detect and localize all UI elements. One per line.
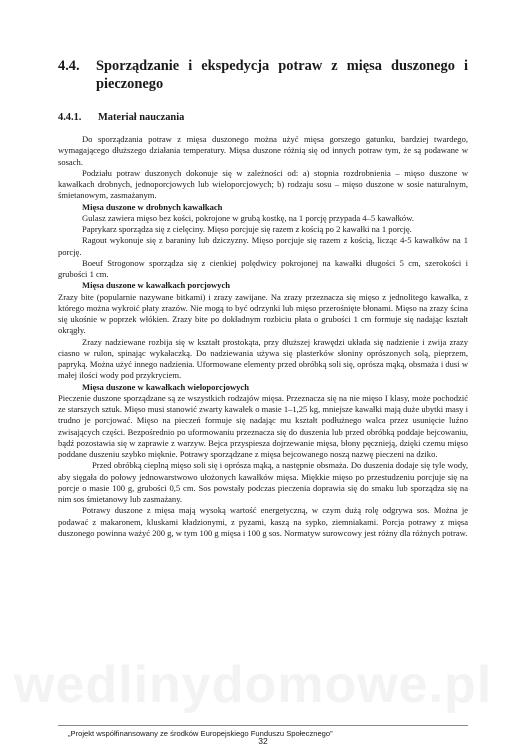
paragraph: Przed obróbką cieplną mięso soli się i oprósza mąką, a następnie obsmaża. Do duszenia dodaje się tyle wody, aby sięgała do połowy jednowarstwowo ułożonych kawałków mięsa. Miękkie mięso po przestudzeniu porcjuje się na porcje o masie 100 g, grubości 0,5 cm. Sos powstały podczas pieczenia doprawia się do smaku lub sporządza się na nim sos śmietanowy lub zasmażany. (58, 460, 468, 504)
paragraph: Paprykarz sporządza się z cielęciny. Mięso porcjuje się razem z kością po 2 kawałki na 1 porcję. (82, 224, 412, 234)
subsection-title: Materiał nauczania (98, 112, 185, 123)
page-number: 32 (258, 736, 268, 746)
paragraph: Zrazy nadziewane rozbija się w kształt prostokąta, przy dłuższej krawędzi układa się nadzienie i zwija zrazy ciasno w rulon, spinając wykałaczką. Do nadziewania używa się plasterków słoniny oprószonych solą, pieprzem, papryką. Można użyć innego nadzienia. Uformowane elementy przed obróbką soli się, oprósza mąką, obsmaża i dusi w małej ilości wody pod przykryciem. (58, 336, 468, 381)
paragraph: Ragout wykonuje się z baraniny lub dziczyzny. Mięso porcjuje się razem z kością, licząc 4-5 kawałków na 1 porcję. (58, 235, 468, 257)
section-heading (58, 58, 468, 93)
section-title: Sporządzanie i ekspedycja potraw z mięsa duszonego i pieczonego (96, 58, 468, 92)
paragraph: Do sporządzania potraw z mięsa duszonego można użyć mięsa gorszego gatunku, bardziej twardego, wymagającego dłuższego działania temperatury. Mięsa duszone różnią się od innych potraw tym, że są podawane w sosach. (58, 134, 468, 167)
paragraph: Pieczenie duszone sporządzane są ze wszystkich rodzajów mięsa. Przeznacza się na nie mięso I klasy, może pochodzić ze starszych sztuk. Mięso musi stanowić zwarty kawałek o masie 1–1,25 kg, mniejsze kawałki mają duże ubytki masy i trudno je porcjować. Mięso na pieczeń formuje się nadając mu kształt podłużnego walca przez usunięcie luźno zwisających części. Bezpośrednio po uformowaniu przeznacza się do duszenia lub przed obróbką poddaje bejcowaniu, bądź pozostawia się w zaprawie z warzyw. Bejca przyspiesza dojrzewanie mięsa, błony pęcznieją, dzięki czemu mięso poddane duszeniu szybko mięknie. Potrawy sporządzane z mięsa bejcowanego noszą nazwę pieczeni na dziko. (58, 392, 468, 459)
document-page (58, 58, 468, 539)
paragraph: Podziału potraw duszonych dokonuje się w zależności od: a) stopnia rozdrobnienia – mięso duszone w kawałkach drobnych, jednoporcjowych lub wieloporcjowych; b) rodzaju sosu – mięso duszone w sosie naturalnym, śmietanowym, zasmażanym. (58, 167, 468, 201)
subheading-paragraph: Mięsa duszone w kawałkach porcjowych (82, 280, 230, 291)
paragraph: Gulasz zawiera mięso bez kości, pokrojone w grubą kostkę, na 1 porcję przypada 4–5 kawałków. (82, 212, 414, 223)
paragraph: Potrawy duszone z mięsa mają wysoką wartość energetyczną, w czym dużą rolę odgrywa sos. Można je podawać z makaronem, kluskami kładzionymi, z pyzami, kaszą na sypko, ziemniakami. Porcja potrawy z mięsa duszonego powinna ważyć 200 g, w tym 100 g mięsa i 100 g sos. Normatyw surowcowy jest różny dla różnych potraw. (58, 505, 468, 538)
page-footer (58, 725, 468, 746)
paragraph: Boeuf Strogonow sporządza się z cienkiej polędwicy pokrojonej na kawałki długości 5 cm, szerokości i grubości 1 cm. (58, 257, 468, 279)
section-number: 4.4. (58, 58, 80, 74)
subsection-number: 4.4.1. (58, 112, 82, 123)
paragraph: Zrazy bite (popularnie nazywane bitkami) i zrazy zawijane. Na zrazy przeznacza się mięso z jednolitego kawałka, z którego można wykroić płaty zrazów. Nie mogą to być odrzynki lub mięso przerośnięte błonami. Mięso na zrazy ścina się ukośnie w poprzek włókien. Zrazy bite po dokładnym rozbiciu płata o grubości 1 cm formuje się nadając kształt okrągły. (58, 291, 468, 336)
body-text (58, 134, 468, 539)
subheading-paragraph: Mięsa duszone w drobnych kawałkach (82, 201, 223, 212)
watermark: wedlinydomowe.pl (14, 656, 493, 714)
subsection-heading (58, 111, 468, 124)
project-note: „Projekt współfinansowany ze środków Europejskiego Funduszu Społecznego” (68, 729, 333, 738)
subheading-paragraph: Mięsa duszone w kawałkach wieloporcjowych (82, 381, 249, 392)
